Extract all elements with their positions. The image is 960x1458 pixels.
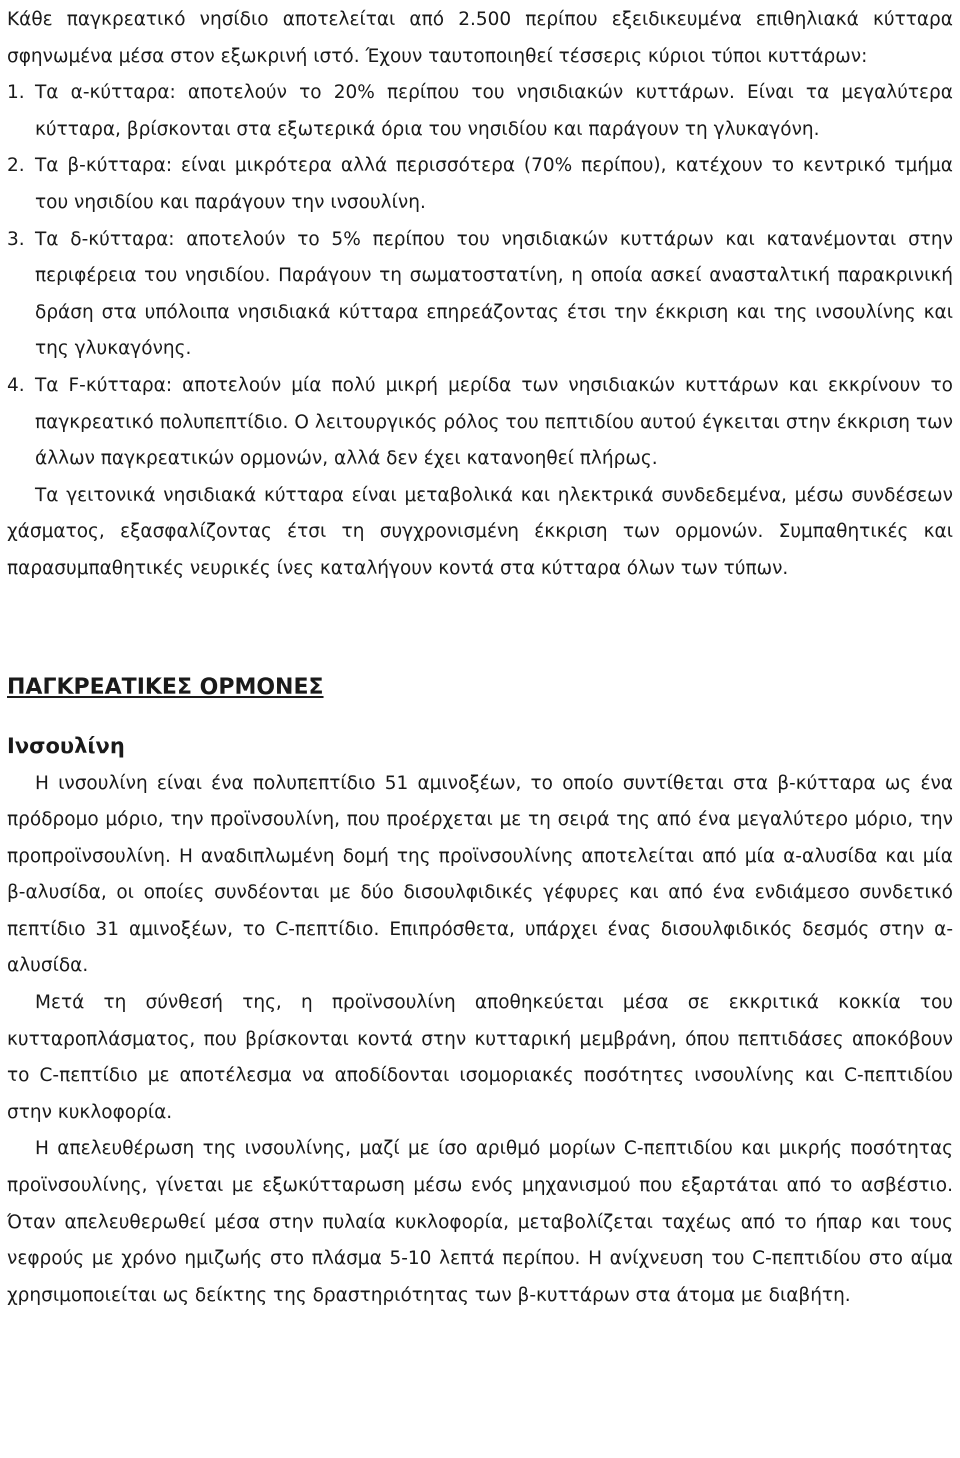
list-number: 4. xyxy=(7,374,25,396)
cell-types-list xyxy=(7,75,953,478)
neighbors-paragraph: Τα γειτονικά νησιδιακά κύτταρα είναι μεταβολικά και ηλεκτρικά συνδεδεμένα, μέσω συνδέσεων χάσματος, εξασφαλίζοντας έτσι τη συγχρονισμένη έκκριση των ορμονών. Συμπαθητικές και παρασυμπαθητικές νευρικές ίνες καταλήγουν κοντά στα κύτταρα όλων των τύπων. xyxy=(7,484,953,579)
insulin-paragraph-1: Η ινσουλίνη είναι ένα πολυπεπτίδιο 51 αμινοξέων, το οποίο συντίθεται στα β-κύτταρα ως ένα πρόδρομο μόριο, την προϊνσουλίνη, που προέρχεται με τη σειρά της από ένα μεγαλύτερο μόριο, την προπροϊνσουλίνη. Η αναδιπλωμένη δομή της προϊνσουλίνης αποτελείται από μία α-αλυσίδα και μία β-αλυσίδα, οι οποίες συνδέονται με δύο δισουλφιδικές γέφυρες και από ένα ενδιάμεσο συνδετικό πεπτίδιο 31 αμινοξέων, το C-πεπτίδιο. Επιπρόσθετα, υπάρχει ένας δισουλφιδικός δεσμός στην α-αλυσίδα. xyxy=(7,772,953,977)
insulin-paragraph-2: Μετά τη σύνθεσή της, η προϊνσουλίνη αποθηκεύεται μέσα σε εκκριτικά κοκκία του κυτταροπλάσματος, που βρίσκονται κοντά στην κυτταρική μεμβράνη, όπου πεπτιδάσες αποκόβουν το C-πεπτίδιο με αποτέλεσμα να αποδίδονται ισομοριακές ποσότητες ινσουλίνης και C-πεπτιδίου στην κυκλοφορία. xyxy=(7,992,953,1123)
list-text: Τα F-κύτταρα: αποτελούν μία πολύ μικρή μερίδα των νησιδιακών κυττάρων και εκκρίνουν το παγκρεατικό πολυπεπτίδιο. Ο λειτουργικός ρόλος του πεπτιδίου αυτού έγκειται στην έκκριση των άλλων παγκρεατικών ορμονών, αλλά δεν έχει κατανοηθεί πλήρως. xyxy=(35,374,953,470)
section-spacer xyxy=(7,588,953,660)
list-item xyxy=(7,222,953,368)
insulin-paragraph-3: Η απελευθέρωση της ινσουλίνης, μαζί με ίσο αριθμό μορίων C-πεπτιδίου και μικρής ποσότητας προϊνσουλίνης, γίνεται με εξωκύτταρωση μέσω ενός μηχανισμού που εξαρτάται από το ασβέστιο. Όταν απελευθερωθεί μέσα στην πυλαία κυκλοφορία, μεταβολίζεται ταχέως από το ήπαρ και τους νεφρούς με χρόνο ημιζωής στο πλάσμα 5-10 λεπτά περίπου. Η ανίχνευση του C-πεπτιδίου στο αίμα χρησιμοποιείται ως δείκτης της δραστηριότητας των β-κυττάρων στα άτομα με διαβήτη. xyxy=(7,1138,953,1306)
intro-paragraph: Κάθε παγκρεατικό νησίδιο αποτελείται από 2.500 περίπου εξειδικευμένα επιθηλιακά κύτταρα σφηνωμένα μέσα στον εξωκρινή ιστό. Έχουν ταυτοποιηθεί τέσσερις κύριοι τύποι κυττάρων: xyxy=(7,9,953,67)
list-number: 3. xyxy=(7,228,25,250)
list-number: 2. xyxy=(7,155,25,177)
list-item xyxy=(7,148,953,221)
list-text: Τα α-κύτταρα: αποτελούν το 20% περίπου του νησιδιακών κυττάρων. Είναι τα μεγαλύτερα κύτταρα, βρίσκονται στα εξωτερικά όρια του νησιδίου και παράγουν τη γλυκαγόνη. xyxy=(35,82,953,140)
section-title: ΠΑΓΚΡΕΑΤΙΚΕΣ ΟΡΜΟΝΕΣ xyxy=(7,674,324,700)
list-text: Τα β-κύτταρα: είναι μικρότερα αλλά περισσότερα (70% περίπου), κατέχουν το κεντρικό τμήμα του νησιδίου και παράγουν την ινσουλίνη. xyxy=(35,155,953,213)
list-number: 1. xyxy=(7,82,25,104)
list-item xyxy=(7,368,953,478)
list-item xyxy=(7,75,953,148)
insulin-heading: Ινσουλίνη xyxy=(7,733,125,758)
list-text: Τα δ-κύτταρα: αποτελούν το 5% περίπου του νησιδιακών κυττάρων και κατανέμονται στην περιφέρεια του νησιδίου. Παράγουν τη σωματοστατίνη, η οποία ασκεί ανασταλτική παρακρινική δράση στα υπόλοιπα νησιδιακά κύτταρα επηρεάζοντας έτσι την έκκριση και της ινσουλίνης και της γλυκαγόνης. xyxy=(35,228,953,360)
